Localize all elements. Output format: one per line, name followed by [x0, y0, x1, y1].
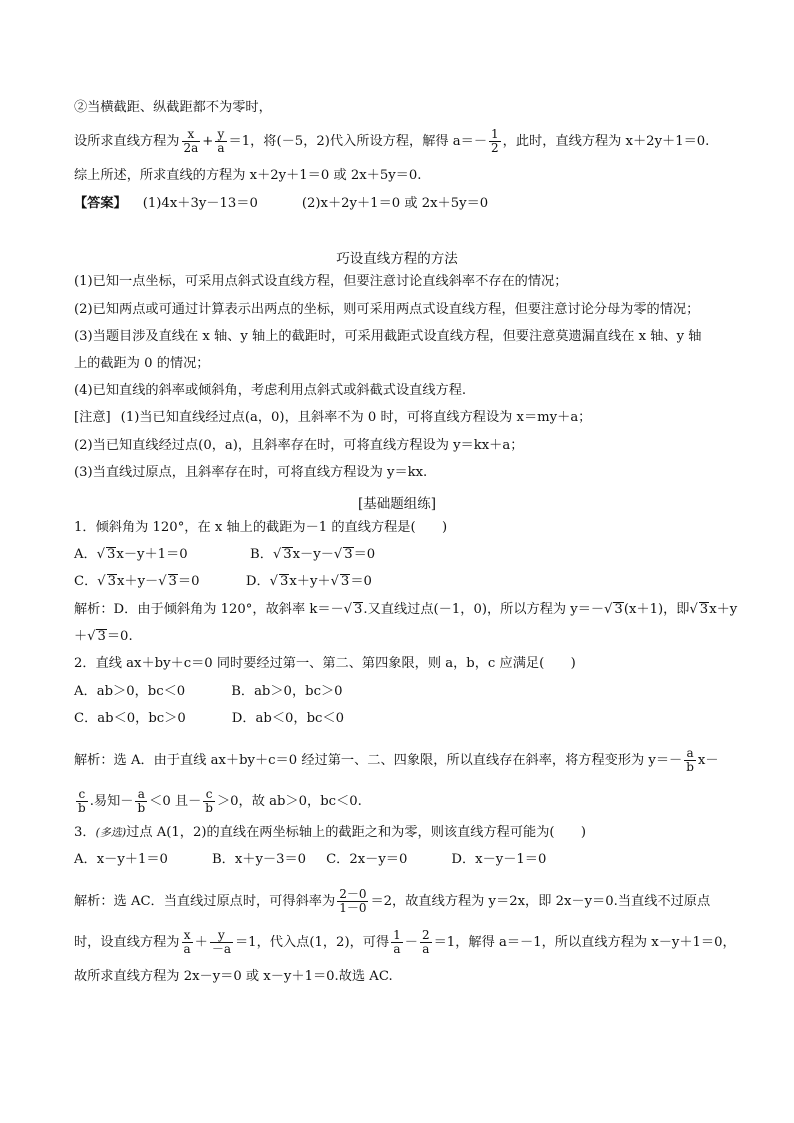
method-item: (4)已知直线的斜率或倾斜角，考虑利用点斜式或斜截式设直线方程. [74, 383, 467, 398]
case-equation-line: 设所求直线方程为 $\frac{x}{2a}$ + $\frac{y}{a}$ ＝1，将(－5，2)代入所设方程，解得 a＝－ $\frac{1}{2}$ ，此时，直线方程为 x＋2y＋1＝0. [74, 127, 710, 155]
fraction: $\frac{1}{a}$ [393, 928, 401, 956]
fraction: $\frac{c}{b}$ [78, 787, 86, 815]
question-3-solution-end: 故所求直线方程为 2x－y＝0 或 x－y＋1＝0.故选 AC. [74, 969, 393, 984]
method-item: (1)已知一点坐标，可采用点斜式设直线方程，但要注意讨论直线斜率不存在的情况； [74, 274, 568, 289]
question-2-options-ab: A．ab＞0，bc＜0 B．ab＞0，bc＞0 [74, 684, 343, 699]
case-heading: ②当横截距、纵截距都不为零时， [74, 100, 272, 115]
question-2-solution-cont: $\frac{c}{b}$ .易知－ $\frac{a}{b}$ ＜0 且－ $\frac{c}{b}$ ＞0，故 ab＞0，bc＜0. [78, 787, 362, 815]
question-2-stem: 2．直线 ax＋by＋c＝0 同时要经过第一、第二、第四象限，则 a，b，c 应满足( ) [74, 656, 576, 671]
fraction: $\frac{a}{b}$ [686, 746, 694, 774]
note-line: [注意] (1)当已知直线经过点(a，0)，且斜率不为 0 时，可将直线方程设为 x＝my＋a； [74, 410, 592, 425]
multi-select-tag: (多选) [95, 826, 127, 839]
fraction: $\frac{x}{2a}$ [183, 127, 199, 155]
question-2-solution: 解析：选 A．由于直线 ax＋by＋c＝0 经过第一、二、四象限，所以直线存在斜率，将方程变形为 y＝－ $\frac{a}{b}$ x－ [74, 746, 719, 774]
answer-line [74, 195, 488, 213]
question-3-stem: 3．(多选)过点 A(1，2)的直线在两坐标轴上的截距之和为零，则该直线方程可能为( ) [74, 825, 587, 840]
summary-line: 综上所述，所求直线的方程为 x＋2y＋1＝0 或 2x＋5y＝0. [74, 168, 422, 183]
question-3-options: A．x－y＋1＝0 B．x＋y－3＝0 C．2x－y＝0 D．x－y－1＝0 [74, 852, 547, 867]
question-1-options-cd: C．√ 3x＋y－√ 3＝0 D．√ 3x＋y＋√ 3＝0 [74, 574, 372, 589]
fraction: $\frac{x}{a}$ [183, 928, 191, 956]
answer-2: (2)x＋2y＋1＝0 或 2x＋5y＝0 [301, 196, 489, 211]
answer-1: (1)4x＋3y－13＝0 [142, 196, 258, 211]
note-line: (2)当已知直线经过点(0，a)，且斜率存在时，可将直线方程设为 y＝kx＋a； [74, 438, 524, 453]
answer-label: 【答案】 [74, 196, 127, 211]
question-1-solution: 解析：D．由于倾斜角为 120°，故斜率 k＝－√ 3.又直线过点(－1，0)，所以方程为 y＝－√ 3(x＋1)，即√ 3x＋y [74, 602, 738, 617]
method-item: 上的截距为 0 的情况； [74, 356, 210, 371]
note-label: [注意] [74, 410, 111, 425]
question-3-solution-cont: 时，设直线方程为 $\frac{x}{a}$ ＋ $\frac{y}{-a}$ ＝1，代入点(1，2)，可得 $\frac{1}{a}$ － $\frac{2}{a}$ ＝1，解得 a＝－1，所以直线方程为 x－y＋1＝0， [74, 928, 736, 956]
question-3-solution: 解析：选 AC．当直线过原点时，可得斜率为 $\frac{2-0}{1-0}$ ＝2，故直线方程为 y＝2x，即 2x－y＝0.当直线不过原点 [74, 887, 711, 915]
fraction: $\frac{y}{a}$ [217, 127, 225, 155]
question-1-options-ab: A．√ 3x－y＋1＝0 B．√ 3x－y－√ 3＝0 [74, 547, 376, 562]
question-2-options-cd: C．ab＜0，bc＞0 D．ab＜0，bc＜0 [74, 711, 345, 726]
fraction: $\frac{1}{2}$ [491, 127, 499, 155]
practice-title: [基础题组练] [357, 496, 437, 512]
fraction: $\frac{y}{-a}$ [211, 928, 231, 956]
method-item: (2)已知两点或可通过计算表示出两点的坐标，则可采用两点式设直线方程，但要注意讨论分母为零的情况； [74, 302, 700, 317]
question-1-stem: 1．倾斜角为 120°，在 x 轴上的截距为－1 的直线方程是( ) [74, 520, 448, 535]
fraction: $\frac{c}{b}$ [205, 787, 213, 815]
question-1-solution-cont: ＋√ 3＝0. [74, 629, 133, 644]
method-title: 巧设直线方程的方法 [336, 251, 458, 267]
fraction: $\frac{2-0}{1-0}$ [339, 887, 367, 915]
method-item: (3)当题目涉及直线在 x 轴、y 轴上的截距时，可采用截距式设直线方程，但要注意莫遗漏直线在 x 轴、y 轴 [74, 329, 702, 344]
fraction: $\frac{a}{b}$ [137, 787, 146, 815]
note-line: (3)当直线过原点，且斜率存在时，可将直线方程设为 y＝kx. [74, 465, 428, 480]
fraction: $\frac{2}{a}$ [421, 928, 430, 956]
